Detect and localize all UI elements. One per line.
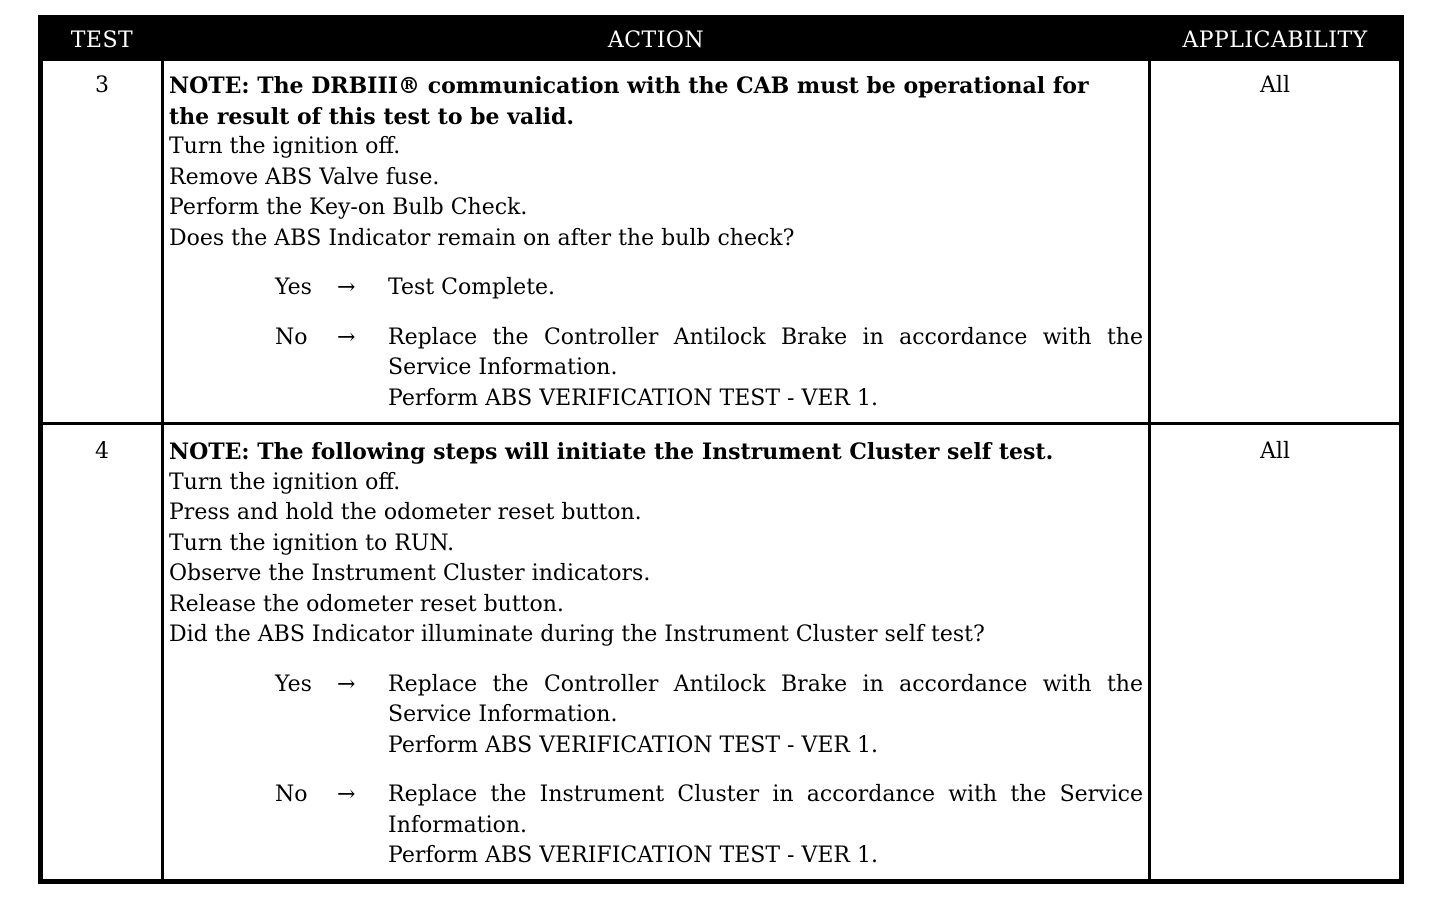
step-line: Turn the ignition to RUN. [169, 530, 455, 556]
column-divider [161, 61, 164, 884]
diagnostic-table [38, 15, 1404, 884]
option-label: Yes [275, 671, 312, 697]
row-divider [43, 422, 1399, 425]
option-label: No [275, 782, 308, 807]
answer-option [169, 670, 1143, 762]
option-text [388, 670, 1143, 762]
step-line: Turn the ignition off. [169, 469, 401, 495]
applicability-value: All [1260, 439, 1290, 464]
step-line: Turn the ignition off. [169, 134, 401, 159]
header-applicability: APPLICABILITY [1182, 28, 1368, 53]
action-cell [169, 71, 1143, 414]
arrow-icon: → [337, 275, 356, 300]
option-line: Information. [388, 812, 528, 838]
option-text [388, 323, 1143, 415]
note-line: the result of this test to be valid. [169, 103, 575, 130]
option-line: Perform ABS VERIFICATION TEST - VER 1. [388, 732, 878, 758]
option-line: Service Information. [388, 702, 618, 727]
column-divider [1148, 61, 1151, 884]
step-line: Release the odometer reset button. [169, 591, 564, 617]
answer-option [169, 323, 1143, 415]
option-text [388, 273, 1143, 304]
answer-option [169, 273, 1143, 304]
arrow-icon: → [337, 782, 356, 807]
arrow-icon: → [337, 671, 356, 697]
option-line: Perform ABS VERIFICATION TEST - VER 1. [388, 385, 878, 411]
note-line: NOTE: The following steps will initiate the Instrument Cluster self test. [169, 439, 1054, 465]
header-test: TEST [70, 28, 134, 53]
step-line: Remove ABS Valve fuse. [169, 164, 440, 190]
action-cell [169, 437, 1143, 872]
table-header [43, 20, 1399, 61]
option-label: Yes [275, 275, 312, 300]
test-number: 3 [95, 73, 109, 98]
arrow-icon: → [337, 324, 356, 350]
step-line: Press and hold the odometer reset button. [169, 500, 642, 525]
step-line: Observe the Instrument Cluster indicators. [169, 561, 651, 586]
step-line: Does the ABS Indicator remain on after the bulb check? [169, 225, 795, 251]
option-line: Service Information. [388, 355, 618, 380]
option-line: Test Complete. [388, 275, 556, 300]
step-line: Perform the Key-on Bulb Check. [169, 195, 528, 220]
option-line: Replace the Instrument Cluster in accordance with the Service [388, 782, 1143, 807]
test-number: 4 [95, 439, 109, 464]
header-action: ACTION [607, 28, 705, 53]
option-line: Replace the Controller Antilock Brake in accordance with the [388, 671, 1143, 697]
option-line: Perform ABS VERIFICATION TEST - VER 1. [388, 843, 878, 868]
note-line: NOTE: The DRBIII® communication with the CAB must be operational for [169, 73, 1089, 99]
option-line: Replace the Controller Antilock Brake in accordance with the [388, 324, 1143, 350]
option-label: No [275, 324, 308, 350]
applicability-value: All [1260, 73, 1290, 98]
option-text [388, 780, 1143, 872]
answer-option [169, 780, 1143, 872]
step-line: Did the ABS Indicator illuminate during the Instrument Cluster self test? [169, 622, 985, 647]
